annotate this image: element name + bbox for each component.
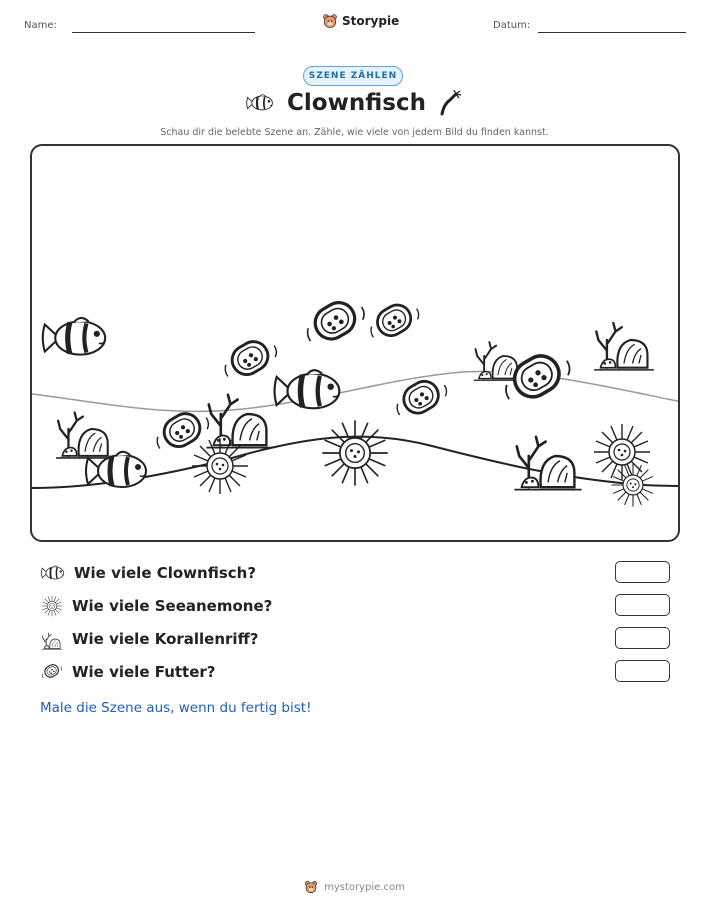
question-row <box>40 594 670 618</box>
food <box>506 349 570 403</box>
question-row <box>40 660 670 684</box>
sea-anemone <box>594 424 650 480</box>
answer-box-coral[interactable] <box>615 627 670 649</box>
title-row <box>0 90 709 116</box>
coral-reef <box>206 395 273 448</box>
brand-name: Storypie <box>342 14 400 28</box>
footer <box>0 880 709 894</box>
answer-box-clownfish[interactable] <box>615 561 670 583</box>
name-label: Name: <box>24 20 57 31</box>
page-title: Clownfisch <box>287 90 426 116</box>
question-row <box>40 561 670 585</box>
sea-anemone <box>612 464 655 507</box>
food <box>157 408 208 451</box>
food <box>225 336 276 379</box>
coral-reef <box>594 323 654 370</box>
clownfish-icon <box>40 563 66 583</box>
worksheet-header <box>0 0 709 50</box>
clownfish <box>86 452 146 487</box>
food <box>308 297 364 345</box>
coral-reef <box>514 437 581 490</box>
activity-badge: SZENE ZÄHLEN <box>303 66 403 86</box>
coral-reef-icon <box>40 628 64 650</box>
name-field[interactable] <box>72 32 255 33</box>
sea-worm-icon <box>438 90 464 116</box>
food <box>371 300 419 340</box>
clownfish <box>43 318 105 355</box>
coral-reef <box>56 412 114 457</box>
question-text: Wie viele Korallenriff? <box>72 630 259 648</box>
counting-scene <box>30 144 680 542</box>
brand-logo <box>322 13 399 29</box>
scene-illustration <box>32 146 680 542</box>
question-text: Wie viele Seeanemone? <box>72 597 273 615</box>
coloring-note: Male die Szene aus, wenn du fertig bist! <box>40 700 312 716</box>
footer-url: mystorypie.com <box>324 881 405 893</box>
question-text: Wie viele Futter? <box>72 663 216 681</box>
answer-box-anemone[interactable] <box>615 594 670 616</box>
clownfish-icon <box>245 92 275 114</box>
bear-logo-icon <box>304 880 318 894</box>
sea-anemone <box>192 438 248 494</box>
question-text: Wie viele Clownfisch? <box>74 564 257 582</box>
question-row <box>40 627 670 651</box>
food-icon <box>40 661 64 683</box>
sea-anemone <box>322 420 387 485</box>
food <box>397 376 446 418</box>
instructions: Schau dir die belebte Szene an. Zähle, wie viele von jedem Bild du finden kannst. <box>160 127 549 138</box>
answer-box-food[interactable] <box>615 660 670 682</box>
date-field[interactable] <box>538 32 686 33</box>
bear-logo-icon <box>322 13 338 29</box>
date-label: Datum: <box>493 20 531 31</box>
sea-anemone-icon <box>40 595 64 617</box>
